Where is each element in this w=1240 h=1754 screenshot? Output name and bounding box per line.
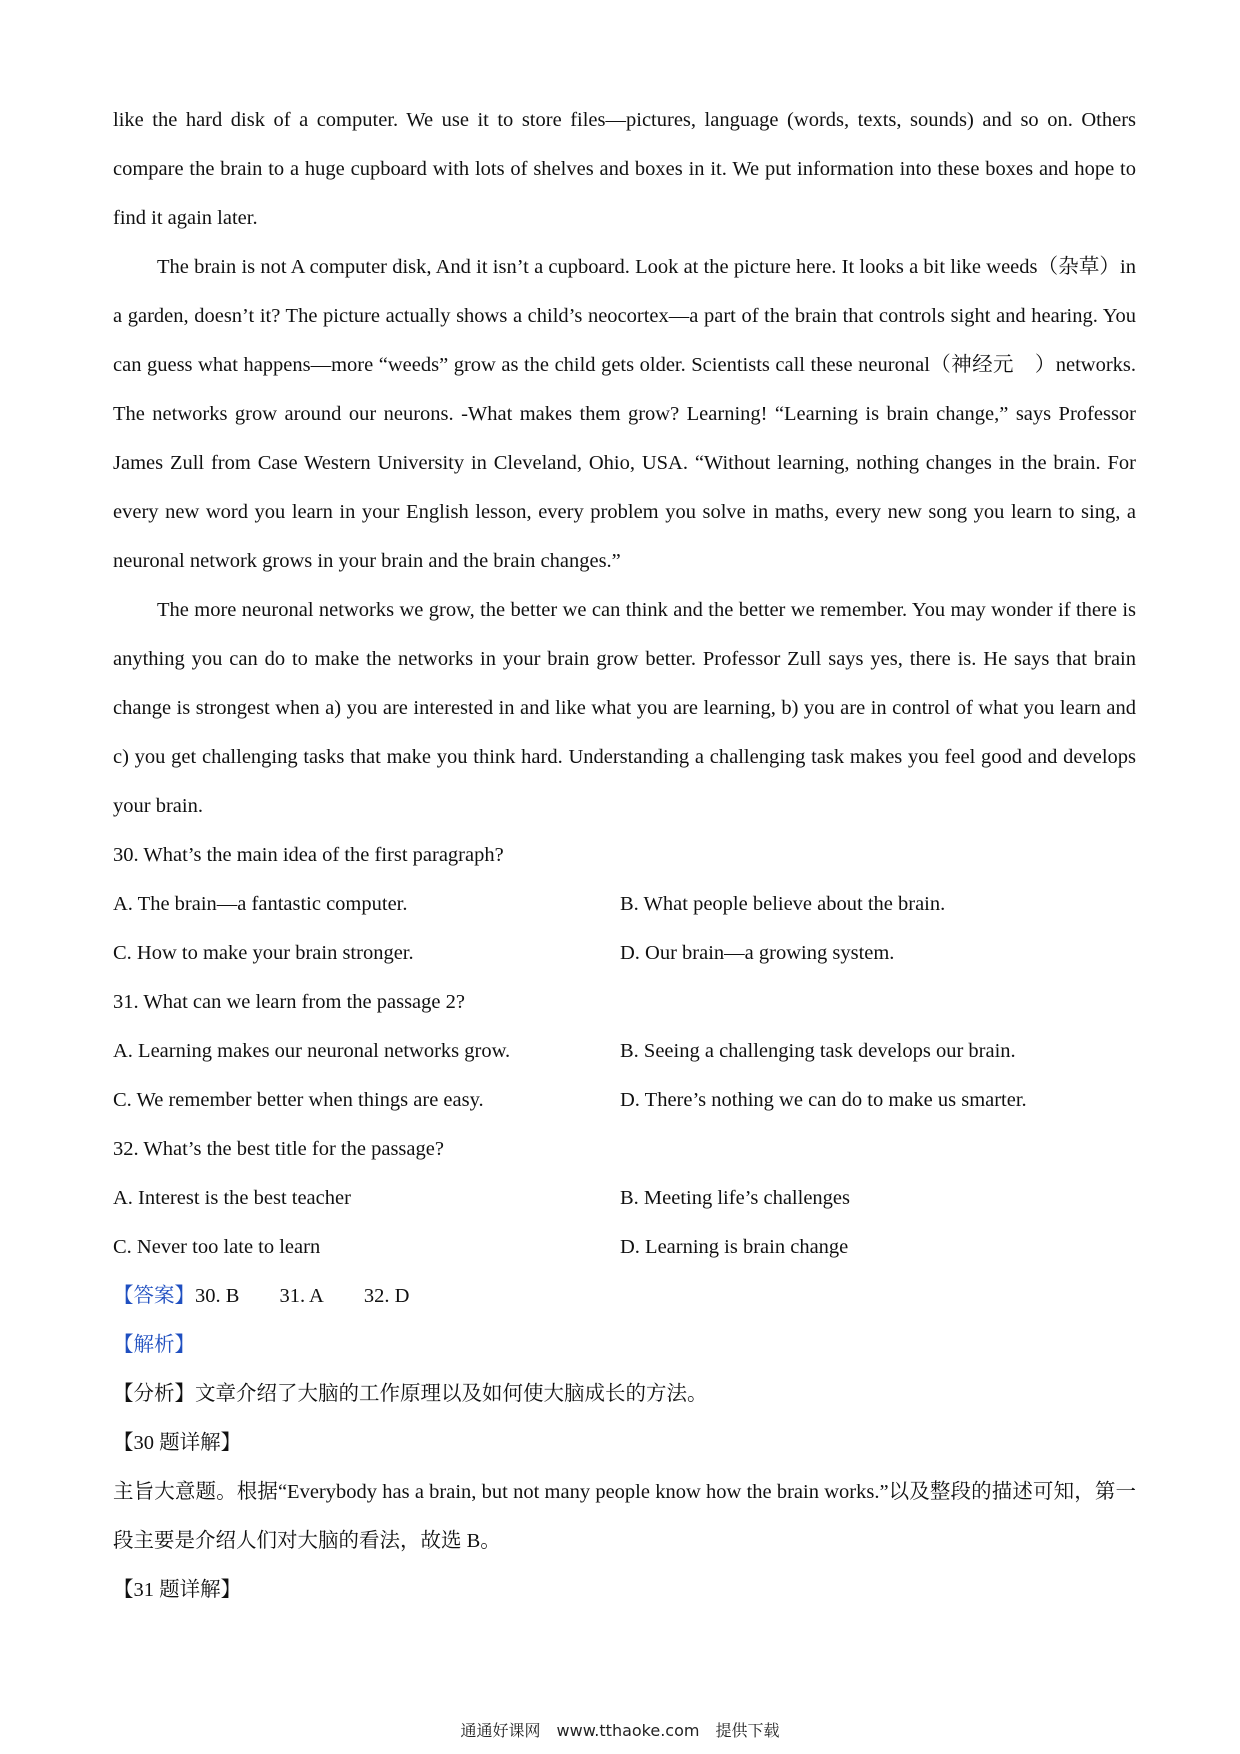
- question-32: [113, 1125, 1136, 1272]
- option-d: D. Our brain—a growing system.: [620, 942, 895, 964]
- option-d: D. There’s nothing we can do to make us smarter.: [620, 1089, 1027, 1111]
- passage-paragraph-1: like the hard disk of a computer. We use it to store files—pictures, language (words, texts, sounds) and so on. Others compare the brain to a huge cupboard with lots of shelves and boxes in it. We put information into these boxes and hope to find it again later.: [113, 109, 1136, 229]
- question-stem: 30. What’s the main idea of the first paragraph?: [113, 844, 504, 866]
- option-b: B. Meeting life’s challenges: [620, 1187, 850, 1209]
- option-c: C. How to make your brain stronger.: [113, 942, 414, 964]
- passage-paragraph-2: The brain is not A computer disk, And it isn’t a cupboard. Look at the picture here. It looks a bit like weeds（杂草）in a garden, doesn’t it? The picture actually shows a child’s neocortex—a part of the brain that controls sight and hearing. You can guess what happens—more “weeds” grow as the child gets older. Scientists call these neuronal（神经元 ）networks. The networks grow around our neurons. -What makes them grow? Learning! “Learning is brain change,” says Professor James Zull from Case Western University in Cleveland, Ohio, USA. “Without learning, nothing changes in the brain. For every new word you learn in your English lesson, every problem you solve in maths, every new song you learn to sing, a neuronal network grows in your brain and the brain changes.”: [113, 256, 1136, 572]
- option-d: D. Learning is brain change: [620, 1236, 849, 1258]
- answer-31: 31. A: [279, 1285, 324, 1307]
- passage-paragraph-3: The more neuronal networks we grow, the better we can think and the better we remember. You may wonder if there is anything you can do to make the networks in your brain grow better. Professor Zull says yes, there is. He says that brain change is strongest when a) you are interested in and like what you are learning, b) you are in control of what you learn and c) you get challenging tasks that make you think hard. Understanding a challenging task makes you feel good and develops your brain.: [113, 599, 1136, 817]
- question-31: [113, 978, 1136, 1125]
- document-body: [113, 96, 1136, 1615]
- answer-label: 【答案】: [113, 1285, 195, 1307]
- question-31-heading: 【31 题详解】: [113, 1579, 242, 1601]
- option-b: B. Seeing a challenging task develops our brain.: [620, 1040, 1016, 1062]
- option-a: A. Interest is the best teacher: [113, 1187, 351, 1209]
- question-30: [113, 831, 1136, 978]
- question-stem: 32. What’s the best title for the passage?: [113, 1138, 444, 1160]
- answer-30: 30. B: [195, 1285, 240, 1307]
- question-stem: 31. What can we learn from the passage 2?: [113, 991, 465, 1013]
- option-b: B. What people believe about the brain.: [620, 893, 946, 915]
- analysis-summary: 【分析】文章介绍了大脑的工作原理以及如何使大脑成长的方法。: [113, 1383, 708, 1405]
- question-30-detail: 主旨大意题。根据“Everybody has a brain, but not many people know how the brain works.”以及整段的描述可知，第一段主要是介绍人们对大脑的看法，故选 B。: [113, 1481, 1136, 1552]
- answer-line: [113, 1272, 1136, 1321]
- option-c: C. Never too late to learn: [113, 1236, 321, 1258]
- option-grid: [113, 1027, 1136, 1125]
- page-footer: 通通好课网 www.tthaoke.com 提供下载: [460, 1721, 780, 1740]
- option-c: C. We remember better when things are easy.: [113, 1089, 484, 1111]
- option-a: A. The brain—a fantastic computer.: [113, 893, 408, 915]
- analysis-label: 【解析】: [113, 1334, 195, 1356]
- option-grid: [113, 1174, 1136, 1272]
- option-grid: [113, 880, 1136, 978]
- question-30-heading: 【30 题详解】: [113, 1432, 242, 1454]
- answer-32: 32. D: [363, 1285, 410, 1307]
- option-a: A. Learning makes our neuronal networks grow.: [113, 1040, 511, 1062]
